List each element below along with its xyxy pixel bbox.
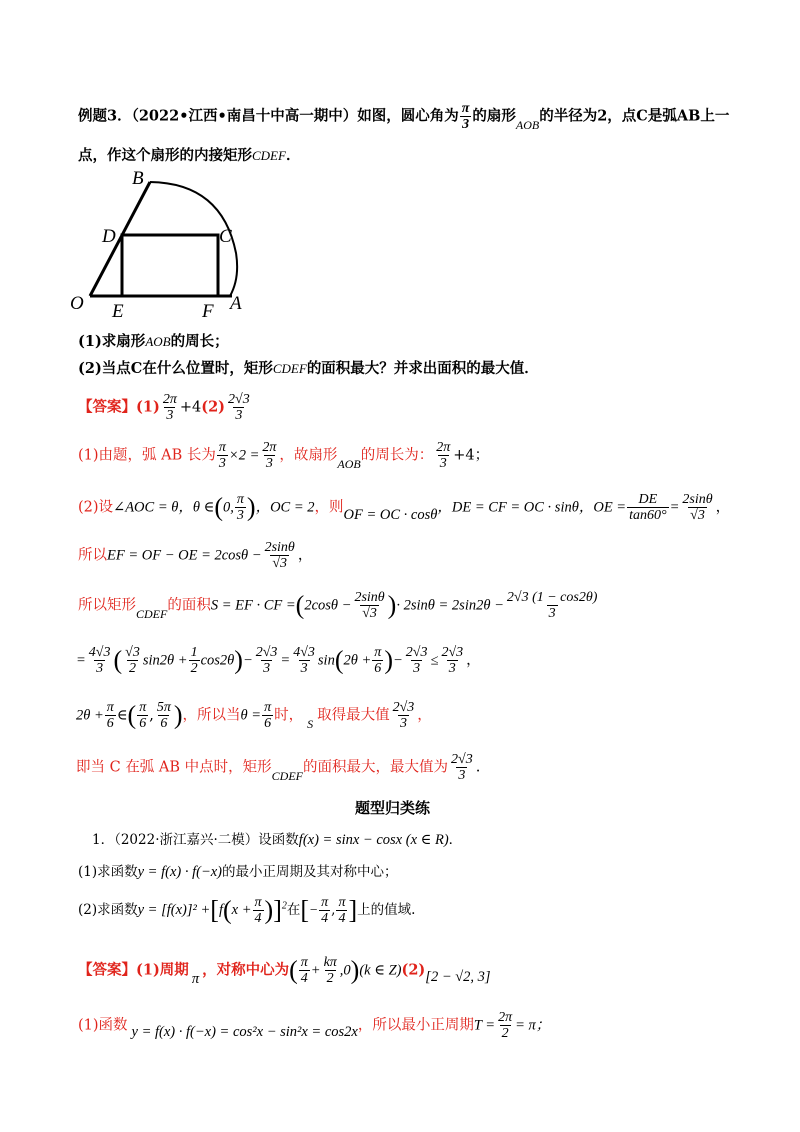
label-c: C [219, 226, 232, 247]
exercise-1-header: 1．（2022·浙江嘉兴·二模）设函数f(x) = sinx − cosx (x ∈ R)． [92, 832, 463, 848]
section-title: 题型归类练 [355, 799, 431, 817]
answer-2-line: 【答案】(1)周期 π ，对称中心为( $\frac{\pi}{4}$ + $\frac{k\pi}{2}$ ,0)(k ∈ Z)(2)[2 − √2, 3] [78, 955, 491, 987]
fraction: $\frac{\pi}{3}$ [461, 101, 470, 132]
answer-line: 【答案】(1) $\frac{2\pi}{3}$ +4(2) $\frac{2√3}{3}$ [78, 392, 250, 423]
segment-ob [90, 182, 150, 296]
solution-line-4: 所以矩形$_{CDEF}$的面积S = EF · CF =(2cosθ − $\frac{2\sin\theta}{√3}$ )· 2sinθ = 2sin2θ − $\frac{2√3 (1 - \cos 2\theta)}{3}$ [78, 590, 598, 621]
label-d: D [102, 226, 116, 247]
solution-line-7: 即当 C 在弧 AB 中点时，矩形$_{CDEF}$的面积最大，最大值为 $\frac{2√3}{3}$ . [76, 752, 481, 783]
question-2: (2)当点C在什么位置时，矩形CDEF的面积最大？并求出面积的最大值． [78, 360, 539, 377]
solution-line-5: = $\frac{4√3}{3}$ ( $\frac{√3}{2}$ sin2θ + $\frac{1}{2}$ cos2θ)− $\frac{2√3}{3}$ = $\frac{4√3}{3}$ sin(2θ + $\frac{\pi}{6}$ )− $\frac{2√3}{3}$ ≤ $\frac{2√3}{3}$ ， [76, 645, 481, 676]
example-line-1: 例题3．（2022•江西•南昌十中高一期中）如图，圆心角为 $\frac{\pi}{3}$ 的扇形$_{AOB}$的半径为2，点C是弧AB上一 [78, 101, 730, 132]
solution-line-6: 2θ + $\frac{\pi}{6}$ ∈( $\frac{\pi}{6}$ , $\frac{5\pi}{6}$ )，所以当θ = $\frac{\pi}{6}$ 时， $_S$ 取得最大值 $\frac{2√3}{3}$ ， [76, 700, 432, 731]
sector-figure [62, 163, 272, 323]
example-line-2: 点，作这个扇形的内接矩形CDEF． [78, 147, 301, 164]
solution-line-1: (1)由题，弧 AB 长为 $\frac{\pi}{3}$ ×2 = $\frac{2\pi}{3}$ ，故扇形$_{AOB}$的周长为： $\frac{2\pi}{3}$ +4； [78, 440, 490, 471]
exercise-1-solution: (1)函数 y = f(x) · f(−x) = cos²x − sin²x = cos2x，所以最小正周期T = $\frac{2\pi}{2}$ = π； [78, 1010, 551, 1041]
rectangle-cdef [122, 235, 218, 296]
label-b: B [132, 168, 144, 189]
label-e: E [112, 301, 124, 322]
exercise-1-q1: (1)求函数y = f(x) · f(−x)的最小正周期及其对称中心； [78, 864, 398, 880]
label-a: A [230, 293, 242, 314]
question-1: (1)求扇形AOB的周长； [78, 333, 229, 350]
label-o: O [70, 293, 84, 314]
exercise-1-q2: (2)求函数y = [f(x)]² +[f(x + $\frac{\pi}{4}$ )]$^2$在[− $\frac{\pi}{4}$ , $\frac{\pi}{4}$ ]上的值域. [78, 895, 416, 926]
label-f: F [202, 301, 214, 322]
solution-line-3: 所以EF = OF − OE = 2cosθ − $\frac{2\sin\theta}{√3}$ ， [78, 540, 313, 571]
solution-line-2: (2)设∠AOC = θ，θ ∈(0, $\frac{\pi}{3}$ )，OC = 2，则OF = OC · cosθ，DE = CF = OC · sinθ，OE = $\frac{DE}{\tan 60^\circ}$ = $\frac{2\sin\theta}{√3}$ ， [78, 492, 731, 523]
